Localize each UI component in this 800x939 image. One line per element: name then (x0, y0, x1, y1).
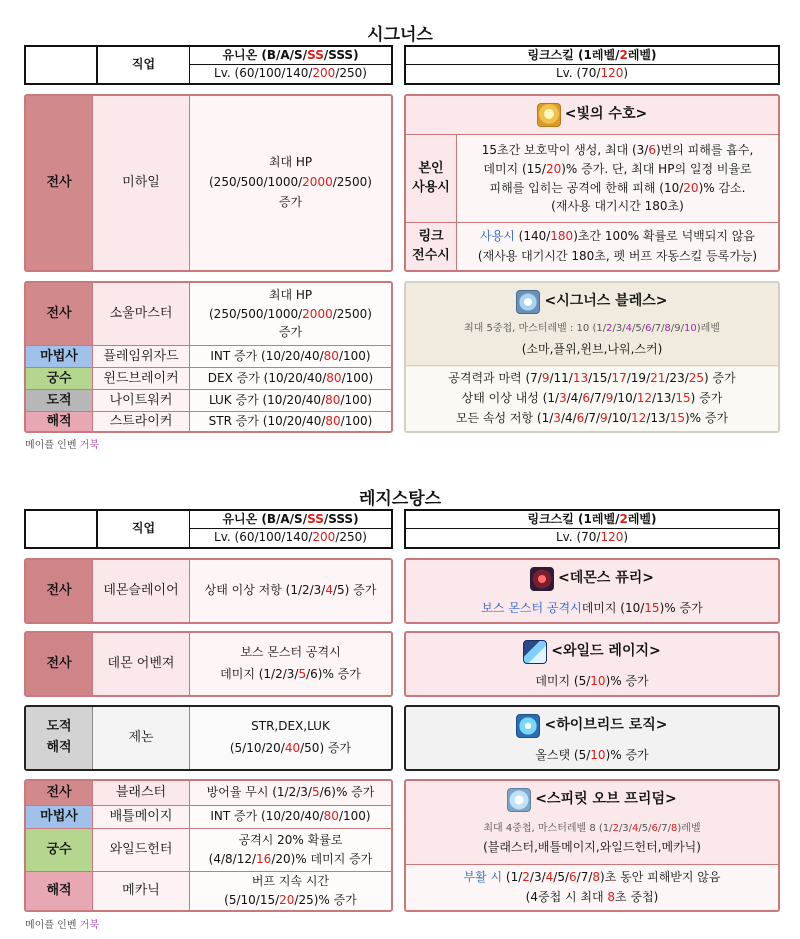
cygnus-title: 시그너스 (367, 25, 433, 45)
wild-rage-effect: 데미지 (5/ 10 )% 증가 (535, 674, 649, 689)
class-warrior: 전사 (26, 633, 92, 695)
union-effect-mihile: 최대 HP (250/500/1000/2000/2500) 증가 (190, 96, 391, 270)
hybrid-logic-icon (516, 714, 540, 738)
link-transfer-effect: 사용시 (140/180)초간 100% 확률로 넉백되지 않음 (재사용 대기시간 180초, 펫 버프 자동스킬 등록가능) (457, 223, 778, 270)
resistance-union-rows (24, 779, 393, 912)
class-archer: 궁수 (26, 829, 92, 871)
class-warrior: 전사 (26, 283, 92, 345)
demon-fury-title: <데몬스 퓨리> (406, 562, 778, 596)
spirit-of-freedom-effect: 부활 시 (1/2/3/4/5/6/7/8)초 동안 피해받지 않음 (4중첩 시 최대 8초 중첩) (406, 865, 778, 910)
light-protection-icon (537, 103, 561, 127)
self-use-effect: 15초간 보호막이 생성, 최대 (3/6)번의 피해를 흡수, 데미지 (15/20)% 증가. 단, 최대 HP의 일정 비율로 피해를 입히는 공격에 한해 피해 (10/20)% 감소. (재사용 대기시간 180초) (457, 135, 778, 222)
demon-avenger-row (24, 631, 393, 697)
hybrid-logic-title: <하이브리드 로직> (406, 709, 778, 743)
hybrid-logic-box (404, 705, 780, 771)
light-protection-title: <빛의 수호> (406, 96, 778, 134)
union-effect-mechanic: 버프 지속 시간 (5/10/15/20/25)% 증가 (190, 872, 391, 910)
class-warrior: 전사 (26, 781, 92, 805)
resistance-title: 레지스탕스 (358, 489, 442, 509)
wild-rage-icon (523, 640, 547, 664)
union-header: 유니온 (B/A/S/ SS /SSS) (222, 511, 359, 526)
union-effect-blaster: 방어율 무시 (1/2/3/ 5 /6)% 증가 (190, 781, 391, 805)
class-archer: 궁수 (26, 368, 92, 389)
demon-fury-box (404, 558, 780, 624)
mihile-row (24, 94, 393, 272)
spirit-of-freedom-title: <스피릿 오브 프리덤> (406, 783, 778, 817)
link-transfer-label: 링크 전수시 (406, 223, 456, 270)
demon-slayer-row (24, 558, 393, 624)
union-effect-striker: STR 증가 (10/20/40/ 80 /100) (190, 412, 391, 431)
union-effect-wind-breaker: DEX 증가 (10/20/40/ 80 /100) (190, 368, 391, 389)
resistance-link-header (404, 509, 780, 549)
job-name-wind-breaker: 윈드브레이커 (93, 368, 189, 389)
union-effect-soul-master: 최대 HP (250/500/1000/2000/2500) 증가 (190, 283, 391, 345)
hybrid-logic-effect: 올스탯 (5/ 10 )% 증가 (535, 748, 649, 763)
union-effect-flame-wizard: INT 증가 (10/20/40/ 80 /100) (190, 346, 391, 367)
link-level-header: Lv. (70/ 120 ) (555, 66, 629, 81)
union-level-header: Lv. (60/100/140/ 200 /250) (214, 66, 367, 81)
job-name-xenon: 제논 (93, 707, 189, 769)
link-level-header: Lv. (70/ 120 ) (555, 530, 629, 545)
job-name-wild-hunter: 와일드헌터 (93, 829, 189, 871)
job-name-demon-avenger: 데몬 어벤져 (93, 633, 189, 695)
demon-fury-icon (530, 567, 554, 591)
cygnus-bless-icon (516, 290, 540, 314)
cygnus-link-header (404, 45, 780, 85)
job-name-battle-mage: 배틀메이지 (93, 806, 189, 828)
cygnus-bless-master-level: 최대 5중첩, 마스터레벨 : 10 (1/ 2 /3/ 4 /5/ 6 /7/ 8 /9/ 10 )레벨 (463, 322, 720, 334)
xenon-row (24, 705, 393, 771)
union-effect-demon-avenger: 보스 몬스터 공격시 데미지 (1/2/3/5/6)% 증가 (190, 633, 391, 695)
union-effect-battle-mage: INT 증가 (10/20/40/ 80 /100) (190, 806, 391, 828)
cygnus-union-rows (24, 281, 393, 433)
class-mage: 마법사 (26, 806, 92, 828)
demon-fury-effect: 보스 몬스터 공격시 데미지 (10/ 15 )% 증가 (481, 601, 703, 616)
union-effect-xenon: STR,DEX,LUK (5/10/20/40/50) 증가 (190, 707, 391, 769)
light-protection-box (404, 94, 780, 272)
union-effect-night-walker: LUK 증가 (10/20/40/ 80 /100) (190, 390, 391, 411)
job-name-striker: 스트라이커 (93, 412, 189, 431)
spirit-of-freedom-master-level: 최대 4중첩, 마스터레벨 8 (1/ 2 /3/ 4 /5/ 6 /7/ 8 )레벨 (483, 822, 701, 834)
link-skill-header: 링크스킬 (1레벨/ 2 레벨) (527, 511, 657, 526)
union-level-header: Lv. (60/100/140/ 200 /250) (214, 530, 367, 545)
spirit-of-freedom-box (404, 779, 780, 912)
class-thief-pirate: 도적 해적 (26, 707, 92, 769)
job-name-demon-slayer: 데몬슬레이어 (93, 560, 189, 622)
job-name-blaster: 블래스터 (93, 781, 189, 805)
union-effect-wild-hunter: 공격시 20% 확률로 (4/8/12/16/20)% 데미지 증가 (190, 829, 391, 871)
job-name-mihile: 미하일 (93, 96, 189, 270)
class-thief: 도적 (26, 390, 92, 411)
job-name-night-walker: 나이트워커 (93, 390, 189, 411)
self-use-label: 본인 사용시 (406, 135, 456, 222)
job-name-soul-master: 소울마스터 (93, 283, 189, 345)
job-header: 직업 (131, 57, 156, 72)
credit-text: 메이플 인벤 거북 (25, 920, 99, 931)
resistance-union-header (24, 509, 393, 549)
cygnus-bless-box (404, 281, 780, 433)
credit-text: 메이플 인벤 거북 (25, 440, 99, 451)
cygnus-bless-title: <시그너스 블레스> (406, 285, 778, 319)
union-header: 유니온 (B/A/S/ SS /SSS) (222, 47, 359, 62)
spirit-of-freedom-jobs: (블래스터,배틀메이지,와일드헌터,메카닉) (483, 840, 701, 855)
job-header: 직업 (131, 521, 156, 536)
union-effect-demon-slayer: 상태 이상 저항 (1/2/3/ 4 /5) 증가 (190, 560, 391, 622)
job-name-flame-wizard: 플레임위자드 (93, 346, 189, 367)
wild-rage-title: <와일드 레이지> (406, 635, 778, 669)
class-warrior: 전사 (26, 560, 92, 622)
spirit-of-freedom-icon (507, 788, 531, 812)
class-mage: 마법사 (26, 346, 92, 367)
class-warrior: 전사 (26, 96, 92, 270)
class-pirate: 해적 (26, 872, 92, 910)
class-pirate: 해적 (26, 412, 92, 431)
job-name-mechanic: 메카닉 (93, 872, 189, 910)
wild-rage-box (404, 631, 780, 697)
cygnus-bless-effect: 공격력과 마력 (7/9/11/13/15/17/19/21/23/25) 증가 상태 이상 내성 (1/3/4/6/7/9/10/12/13/15) 증가 모든 속성 저항 (1/3/4/6/7/9/10/12/13/15)% 증가 (406, 367, 778, 431)
cygnus-bless-jobs: (소마,플위,윈브,나워,스커) (521, 342, 663, 357)
cygnus-union-header (24, 45, 393, 85)
link-skill-header: 링크스킬 (1레벨/ 2 레벨) (527, 47, 657, 62)
